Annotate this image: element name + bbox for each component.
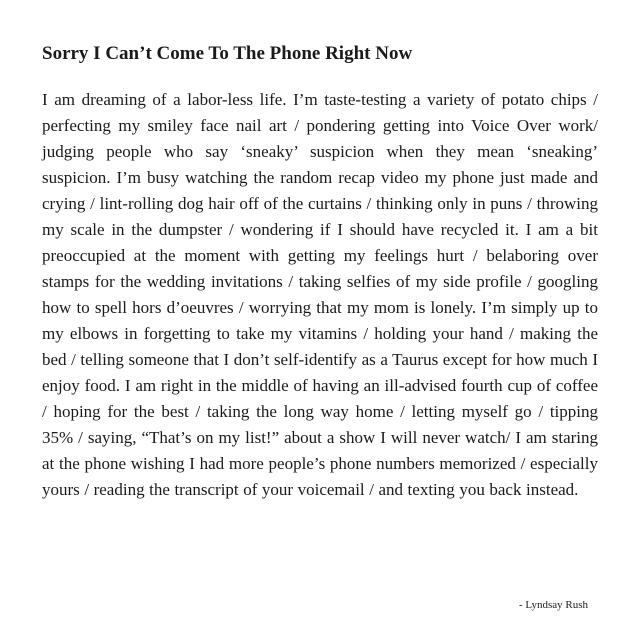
poem-body: I am dreaming of a labor-less life. I’m taste-testing a variety of potato chips / perfecting my smiley face nail art / pondering getting into Voice Over work/ judging people who say ‘sneaky’ suspicion when they mean ‘sneaking’ suspicion. I’m busy watching the random recap video my phone just made and crying / lint-rolling dog hair off of the curtains / thinking only in puns / throwing my scale in the dumpster / wondering if I should have recycled it. I am a bit preoccupied at the moment with getting my feelings hurt / belaboring over stamps for the wedding invitations / taking selfies of my side profile / googling how to spell hors d’oeuvres / worrying that my mom is lonely. I’m simply up to my elbows in forgetting to take my vitamins / holding your hand / making the bed / telling someone that I don’t self-identify as a Taurus except for how much I enjoy food. I am right in the middle of having an ill-advised fourth cup of coffee / hoping for the best / taking the long way home / letting myself go / tipping 35% / saying, “That’s on my list!” about a show I will never watch/ I am staring at the phone wishing I had more people’s phone numbers memorized / especially yours / reading the transcript of your voicemail / and texting you back instead. [42,90,598,499]
poem-title: Sorry I Can’t Come To The Phone Right Now [42,43,413,64]
poem-attribution: - Lyndsay Rush [518,599,588,611]
